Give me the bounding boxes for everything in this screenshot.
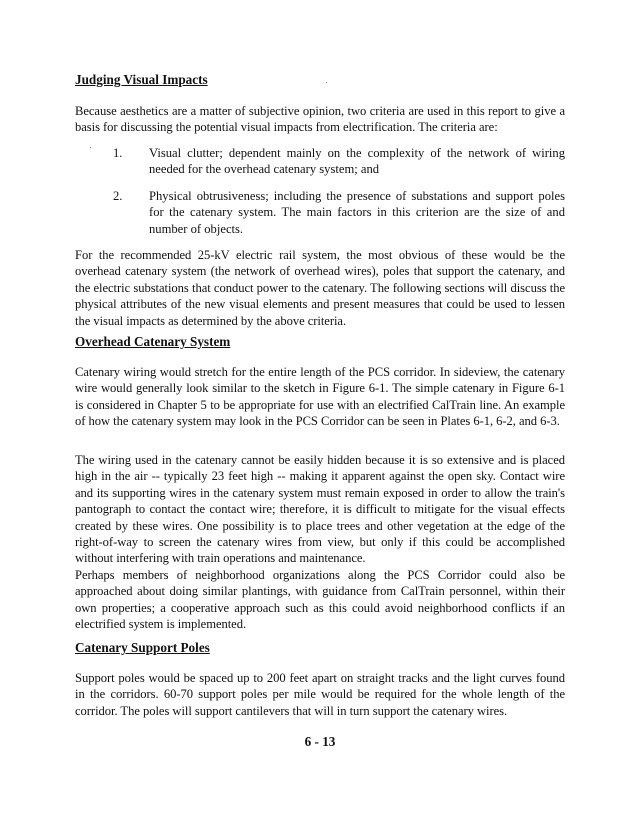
list-number: 2.	[113, 189, 123, 203]
page-number: 6 - 13	[304, 734, 336, 749]
scan-artifact	[90, 147, 91, 148]
list-number: 1.	[113, 146, 123, 160]
intro-paragraph: Because aesthetics are a matter of subjective opinion, two criteria are used in this report to give a basis for discussing the potential visual impacts from electrification. The criteria are:	[75, 104, 565, 135]
section-heading-catenary-support-poles: Catenary Support Poles	[75, 640, 210, 655]
list-text: Physical obtrusiveness; including the presence of substations and support poles for the catenary system. The main factors in this criterion are the size of and number of objects.	[149, 189, 565, 236]
criteria-list-item-2	[75, 188, 565, 238]
closing-paragraph: For the recommended 25-kV electric rail system, the most obvious of these would be the overhead catenary system (the network of overhead wires), poles that support the catenary, and the electric substations that conduct power to the catenary. The following sections will discuss the physical attributes of the new visual elements and present measures that could be used to lessen the visual impacts as determined by the above criteria.	[75, 248, 565, 328]
body-paragraph: Perhaps members of neighborhood organizations along the PCS Corridor could also be approached about doing similar plantings, with guidance from CalTrain personnel, within their own properties; a cooperative approach such as this could avoid neighborhood conflicts if an electrified system is implemented.	[75, 568, 565, 632]
body-paragraph: Support poles would be spaced up to 200 feet apart on straight tracks and the light curves found in the corridors. 60-70 support poles per mile would be required for the whole length of the corridor. The poles will support cantilevers that will in turn support the catenary wires.	[75, 671, 565, 718]
criteria-list-item-1	[75, 145, 565, 179]
section-heading-judging-visual-impacts: Judging Visual Impacts	[75, 72, 208, 87]
body-paragraph: The wiring used in the catenary cannot be easily hidden because it is so extensive and is placed high in the air -- typically 23 feet high -- making it apparent against the open sky. Contact wire and its supporting wires in the catenary system must remain exposed in order to allow the train's pantograph to contact the contact wire; therefore, it is difficult to mitigate for the visual effects created by these wires. One possibility is to place trees and other vegetation at the edge of the right-of-way to screen the catenary wires from view, but only if this could be accomplished without interfering with train operations and maintenance.	[75, 453, 565, 566]
scan-artifact	[326, 82, 327, 83]
body-paragraph: Catenary wiring would stretch for the entire length of the PCS corridor. In sideview, the catenary wire would generally look similar to the sketch in Figure 6-1. The simple catenary in Figure 6-1 is considered in Chapter 5 to be appropriate for use with an electrified CalTrain line. An example of how the catenary system may look in the PCS Corridor can be seen in Plates 6-1, 6-2, and 6-3.	[75, 365, 565, 429]
section-heading-overhead-catenary-system: Overhead Catenary System	[75, 334, 231, 349]
list-text: Visual clutter; dependent mainly on the complexity of the network of wiring needed for the overhead catenary system; and	[149, 146, 565, 177]
